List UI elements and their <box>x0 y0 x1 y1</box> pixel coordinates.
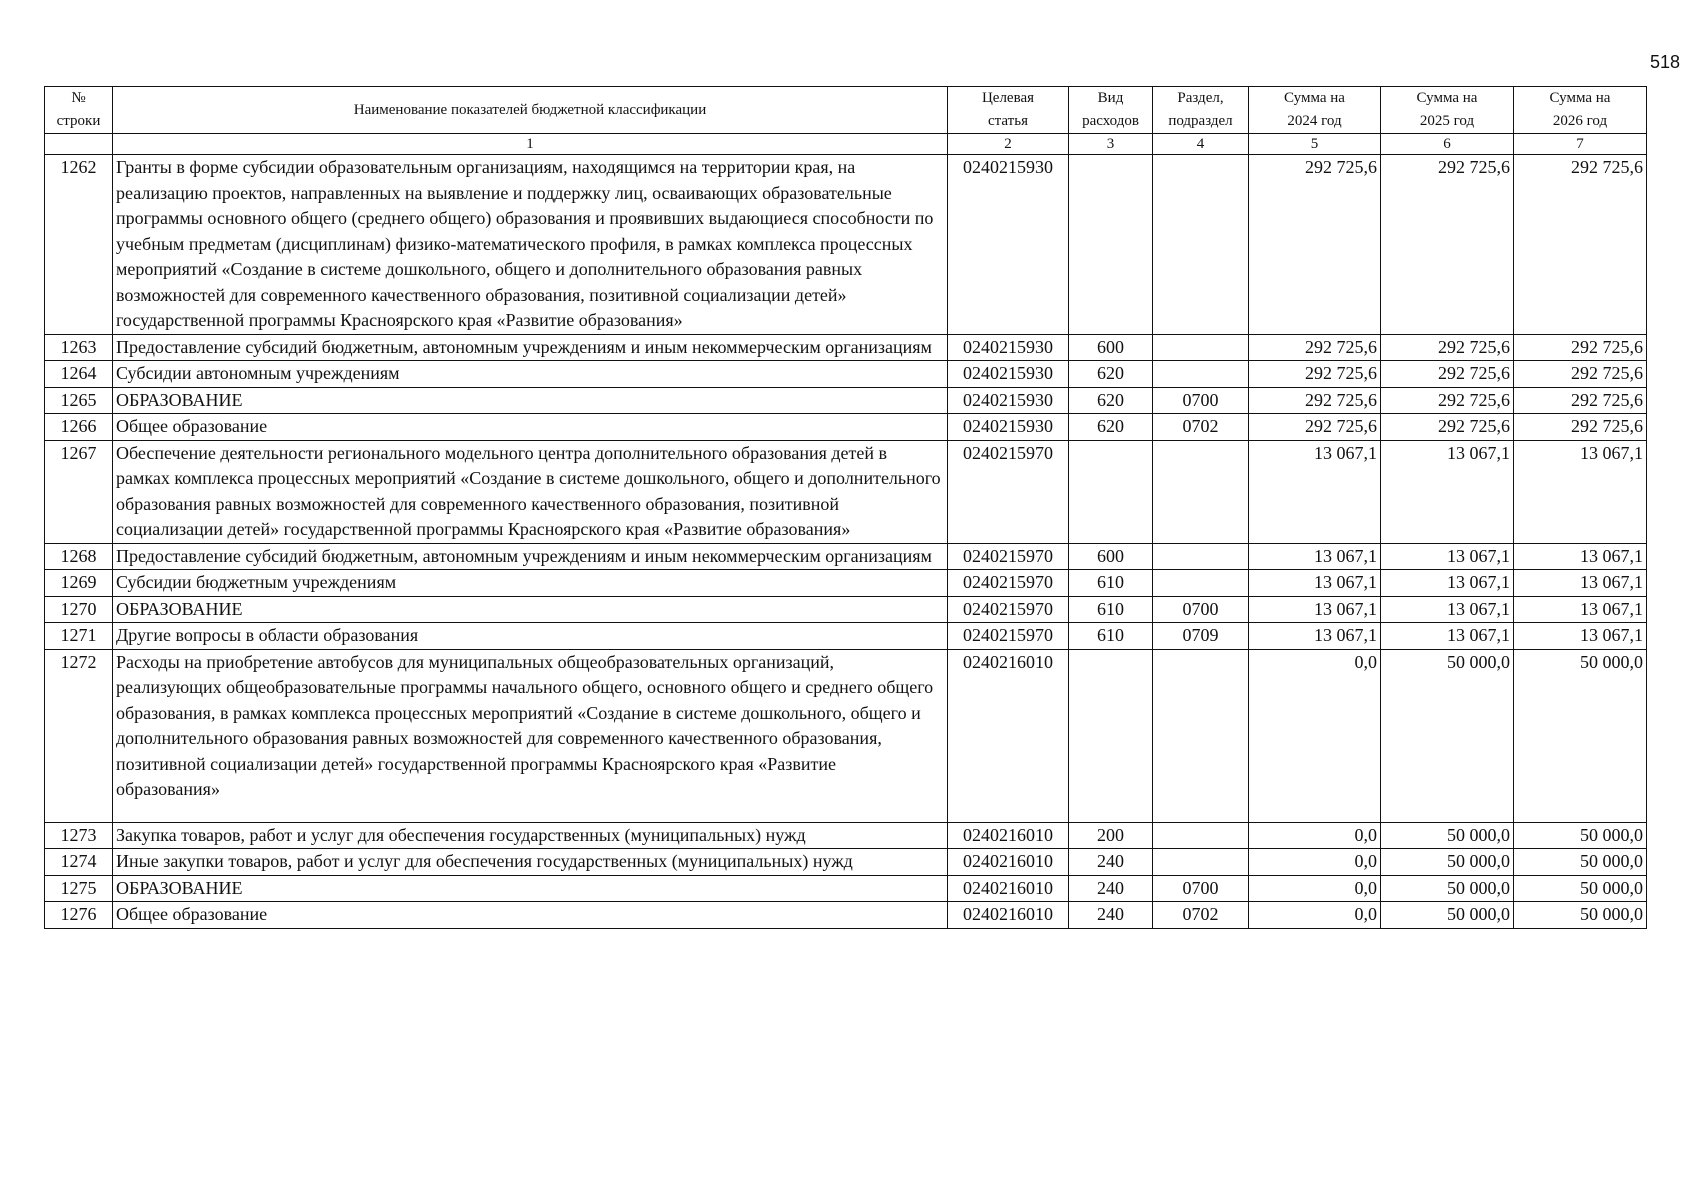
row-target-article: 0240215970 <box>948 440 1069 543</box>
row-section <box>1153 849 1249 876</box>
table-row <box>45 902 1647 929</box>
table-row <box>45 623 1647 650</box>
row-number: 1276 <box>45 902 113 929</box>
header-expense-type: Вид расходов <box>1069 87 1153 134</box>
row-section: 0702 <box>1153 902 1249 929</box>
row-number: 1266 <box>45 414 113 441</box>
row-section <box>1153 155 1249 335</box>
row-name: ОБРАЗОВАНИЕ <box>113 387 948 414</box>
row-sum-2025: 292 725,6 <box>1381 387 1514 414</box>
row-target-article: 0240216010 <box>948 875 1069 902</box>
table-row <box>45 875 1647 902</box>
table-row <box>45 440 1647 543</box>
row-number: 1272 <box>45 649 113 822</box>
row-sum-2024: 292 725,6 <box>1249 334 1381 361</box>
row-section: 0700 <box>1153 596 1249 623</box>
page-number: 518 <box>1649 52 1680 72</box>
row-target-article: 0240215930 <box>948 414 1069 441</box>
row-sum-2024: 0,0 <box>1249 649 1381 822</box>
table-row <box>45 849 1647 876</box>
row-sum-2026: 13 067,1 <box>1514 596 1647 623</box>
table-row <box>45 414 1647 441</box>
row-number: 1269 <box>45 570 113 597</box>
row-target-article: 0240215930 <box>948 387 1069 414</box>
row-name: Субсидии бюджетным учреждениям <box>113 570 948 597</box>
row-target-article: 0240215930 <box>948 334 1069 361</box>
column-index: 1 <box>113 134 948 155</box>
row-number: 1271 <box>45 623 113 650</box>
row-sum-2026: 50 000,0 <box>1514 849 1647 876</box>
row-section <box>1153 440 1249 543</box>
table-row <box>45 334 1647 361</box>
row-expense-type: 610 <box>1069 596 1153 623</box>
table-row <box>45 596 1647 623</box>
row-number: 1263 <box>45 334 113 361</box>
row-expense-type: 620 <box>1069 361 1153 388</box>
row-section: 0700 <box>1153 875 1249 902</box>
row-sum-2024: 0,0 <box>1249 875 1381 902</box>
column-index-row <box>45 134 1647 155</box>
row-section <box>1153 543 1249 570</box>
row-sum-2025: 50 000,0 <box>1381 822 1514 849</box>
table-row <box>45 387 1647 414</box>
row-section: 0709 <box>1153 623 1249 650</box>
row-number: 1275 <box>45 875 113 902</box>
row-sum-2024: 292 725,6 <box>1249 155 1381 335</box>
row-section <box>1153 570 1249 597</box>
row-sum-2026: 292 725,6 <box>1514 361 1647 388</box>
row-section <box>1153 361 1249 388</box>
row-number: 1267 <box>45 440 113 543</box>
row-target-article: 0240215970 <box>948 543 1069 570</box>
row-sum-2024: 292 725,6 <box>1249 387 1381 414</box>
row-sum-2024: 13 067,1 <box>1249 440 1381 543</box>
row-name: Иные закупки товаров, работ и услуг для обеспечения государственных (муниципальных) нужд <box>113 849 948 876</box>
row-target-article: 0240215970 <box>948 596 1069 623</box>
row-expense-type: 610 <box>1069 623 1153 650</box>
row-name: Другие вопросы в области образования <box>113 623 948 650</box>
row-sum-2024: 13 067,1 <box>1249 543 1381 570</box>
column-index: 4 <box>1153 134 1249 155</box>
row-section <box>1153 822 1249 849</box>
row-sum-2024: 0,0 <box>1249 849 1381 876</box>
row-name: Предоставление субсидий бюджетным, автономным учреждениям и иным некоммерческим организациям <box>113 543 948 570</box>
row-expense-type: 600 <box>1069 543 1153 570</box>
row-sum-2025: 13 067,1 <box>1381 543 1514 570</box>
row-sum-2025: 50 000,0 <box>1381 649 1514 822</box>
row-sum-2025: 292 725,6 <box>1381 414 1514 441</box>
row-sum-2026: 292 725,6 <box>1514 387 1647 414</box>
table-row <box>45 155 1647 335</box>
row-number: 1262 <box>45 155 113 335</box>
row-target-article: 0240216010 <box>948 902 1069 929</box>
row-target-article: 0240216010 <box>948 649 1069 822</box>
header-name: Наименование показателей бюджетной классификации <box>113 87 948 134</box>
row-number: 1265 <box>45 387 113 414</box>
row-sum-2025: 292 725,6 <box>1381 361 1514 388</box>
table-row <box>45 361 1647 388</box>
header-section: Раздел, подраздел <box>1153 87 1249 134</box>
row-sum-2024: 13 067,1 <box>1249 596 1381 623</box>
row-number: 1270 <box>45 596 113 623</box>
row-sum-2026: 292 725,6 <box>1514 155 1647 335</box>
row-sum-2025: 13 067,1 <box>1381 570 1514 597</box>
header-row-number: № строки <box>45 87 113 134</box>
row-target-article: 0240215970 <box>948 570 1069 597</box>
row-sum-2026: 50 000,0 <box>1514 902 1647 929</box>
row-sum-2026: 13 067,1 <box>1514 440 1647 543</box>
row-number: 1268 <box>45 543 113 570</box>
row-name: Гранты в форме субсидии образовательным организациям, находящимся на территории края, на реализацию проектов, направленных на выявление и поддержку лиц, осваивающих образовательные программы основного общего (среднего общего) образования и проявивших выдающиеся способности по учебным предметам (дисциплинам) физико-математического профиля, в рамках комплекса процессных мероприятий «Создание в системе дошкольного, общего и дополнительного образования равных возможностей для современного качественного образования, позитивной социализации детей» государственной программы Красноярского края «Развитие образования» <box>113 155 948 335</box>
row-expense-type: 240 <box>1069 875 1153 902</box>
row-target-article: 0240216010 <box>948 822 1069 849</box>
row-expense-type <box>1069 155 1153 335</box>
row-sum-2024: 292 725,6 <box>1249 361 1381 388</box>
row-target-article: 0240215930 <box>948 361 1069 388</box>
row-sum-2026: 13 067,1 <box>1514 623 1647 650</box>
table-row <box>45 543 1647 570</box>
header-sum-2025: Сумма на 2025 год <box>1381 87 1514 134</box>
header-row <box>45 87 1647 134</box>
row-sum-2025: 50 000,0 <box>1381 902 1514 929</box>
row-name: Общее образование <box>113 414 948 441</box>
row-number: 1273 <box>45 822 113 849</box>
header-target-article: Целевая статья <box>948 87 1069 134</box>
row-sum-2024: 0,0 <box>1249 822 1381 849</box>
column-index: 3 <box>1069 134 1153 155</box>
row-expense-type: 240 <box>1069 849 1153 876</box>
row-sum-2026: 50 000,0 <box>1514 649 1647 822</box>
row-section: 0702 <box>1153 414 1249 441</box>
row-sum-2026: 13 067,1 <box>1514 543 1647 570</box>
row-sum-2024: 13 067,1 <box>1249 570 1381 597</box>
row-sum-2025: 292 725,6 <box>1381 334 1514 361</box>
row-sum-2025: 13 067,1 <box>1381 596 1514 623</box>
column-index: 2 <box>948 134 1069 155</box>
header-sum-2026: Сумма на 2026 год <box>1514 87 1647 134</box>
header-sum-2024: Сумма на 2024 год <box>1249 87 1381 134</box>
column-index: 6 <box>1381 134 1514 155</box>
row-target-article: 0240215970 <box>948 623 1069 650</box>
row-target-article: 0240215930 <box>948 155 1069 335</box>
row-expense-type <box>1069 440 1153 543</box>
row-expense-type: 620 <box>1069 414 1153 441</box>
row-name: Закупка товаров, работ и услуг для обеспечения государственных (муниципальных) нужд <box>113 822 948 849</box>
column-index: 7 <box>1514 134 1647 155</box>
row-sum-2025: 50 000,0 <box>1381 875 1514 902</box>
row-sum-2024: 13 067,1 <box>1249 623 1381 650</box>
row-sum-2026: 50 000,0 <box>1514 875 1647 902</box>
row-expense-type: 600 <box>1069 334 1153 361</box>
row-name: Предоставление субсидий бюджетным, автономным учреждениям и иным некоммерческим организациям <box>113 334 948 361</box>
row-name: Общее образование <box>113 902 948 929</box>
table-row <box>45 822 1647 849</box>
column-index <box>45 134 113 155</box>
row-sum-2025: 13 067,1 <box>1381 623 1514 650</box>
row-target-article: 0240216010 <box>948 849 1069 876</box>
row-sum-2025: 50 000,0 <box>1381 849 1514 876</box>
budget-table <box>44 86 1647 929</box>
row-expense-type: 610 <box>1069 570 1153 597</box>
row-sum-2025: 13 067,1 <box>1381 440 1514 543</box>
row-sum-2024: 292 725,6 <box>1249 414 1381 441</box>
row-sum-2026: 292 725,6 <box>1514 334 1647 361</box>
column-index: 5 <box>1249 134 1381 155</box>
row-sum-2026: 50 000,0 <box>1514 822 1647 849</box>
row-expense-type: 240 <box>1069 902 1153 929</box>
row-sum-2025: 292 725,6 <box>1381 155 1514 335</box>
row-section <box>1153 334 1249 361</box>
row-name: ОБРАЗОВАНИЕ <box>113 596 948 623</box>
row-number: 1264 <box>45 361 113 388</box>
row-number: 1274 <box>45 849 113 876</box>
row-name: Субсидии автономным учреждениям <box>113 361 948 388</box>
row-sum-2026: 292 725,6 <box>1514 414 1647 441</box>
row-expense-type <box>1069 649 1153 822</box>
row-name: Обеспечение деятельности регионального модельного центра дополнительного образования детей в рамках комплекса процессных мероприятий «Создание в системе дошкольного, общего и дополнительного образования равных возможностей для современного качественного образования, позитивной социализации детей» государственной программы Красноярского края «Развитие образования» <box>113 440 948 543</box>
row-sum-2026: 13 067,1 <box>1514 570 1647 597</box>
table-row <box>45 570 1647 597</box>
row-expense-type: 200 <box>1069 822 1153 849</box>
table-row <box>45 649 1647 822</box>
row-section: 0700 <box>1153 387 1249 414</box>
row-name: Расходы на приобретение автобусов для муниципальных общеобразовательных организаций, реализующих общеобразовательные программы начального общего, основного общего и среднего общего образования, в рамках комплекса процессных мероприятий «Создание в системе дошкольного, общего и дополнительного образования равных возможностей для современного качественного образования, позитивной социализации детей» государственной программы Красноярского края «Развитие образования» <box>113 649 948 822</box>
row-section <box>1153 649 1249 822</box>
row-expense-type: 620 <box>1069 387 1153 414</box>
row-sum-2024: 0,0 <box>1249 902 1381 929</box>
row-name: ОБРАЗОВАНИЕ <box>113 875 948 902</box>
